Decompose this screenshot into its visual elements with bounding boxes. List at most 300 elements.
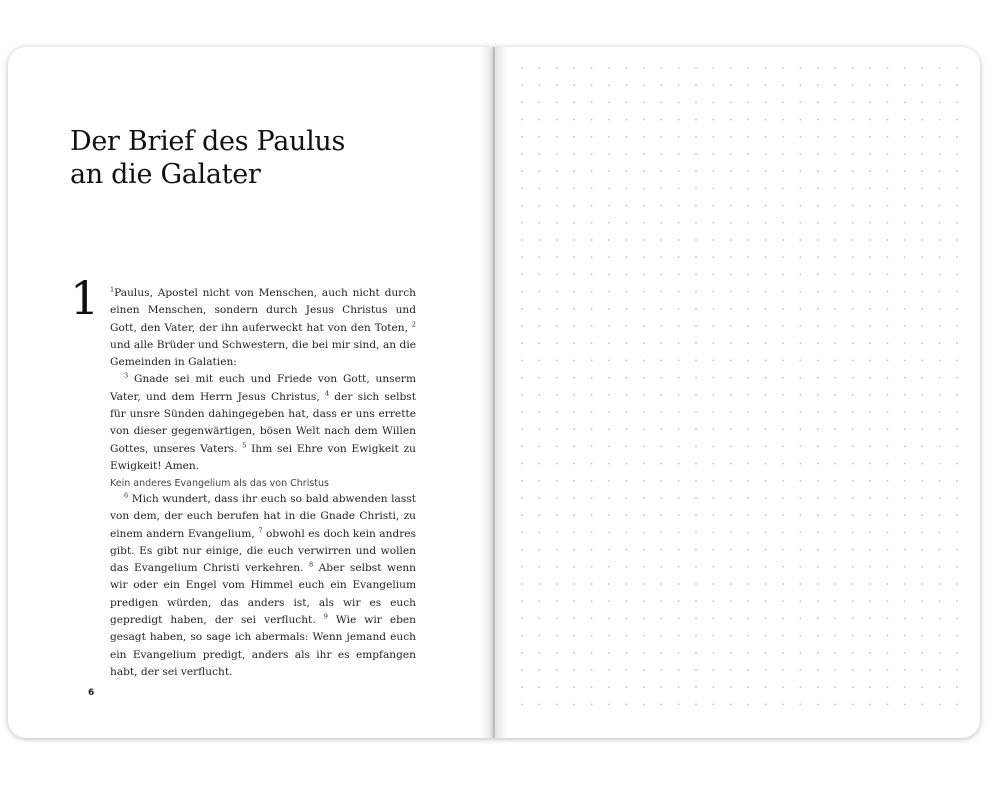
grid-dot bbox=[591, 446, 593, 448]
grid-dot bbox=[834, 136, 836, 138]
grid-dot bbox=[678, 566, 680, 568]
grid-dot bbox=[678, 67, 680, 69]
grid-dot bbox=[608, 222, 610, 224]
grid-dot bbox=[939, 635, 941, 637]
grid-dot bbox=[573, 377, 575, 379]
grid-dot bbox=[626, 256, 628, 258]
grid-dot bbox=[626, 514, 628, 516]
grid-dot bbox=[921, 222, 923, 224]
grid-dot bbox=[782, 136, 784, 138]
grid-dot bbox=[747, 652, 749, 654]
grid-dot bbox=[556, 102, 558, 104]
grid-dot bbox=[521, 652, 523, 654]
grid-dot bbox=[782, 274, 784, 276]
grid-dot bbox=[626, 136, 628, 138]
grid-dot bbox=[678, 428, 680, 430]
grid-dot bbox=[887, 394, 889, 396]
grid-dot bbox=[800, 394, 802, 396]
grid-dot bbox=[713, 291, 715, 293]
grid-dot bbox=[904, 205, 906, 207]
grid-dot bbox=[591, 600, 593, 602]
grid-dot bbox=[573, 67, 575, 69]
grid-dot bbox=[869, 239, 871, 241]
grid-dot bbox=[956, 360, 958, 362]
grid-dot bbox=[626, 342, 628, 344]
grid-dot bbox=[695, 514, 697, 516]
grid-dot bbox=[834, 446, 836, 448]
grid-dot bbox=[765, 325, 767, 327]
grid-dot bbox=[817, 497, 819, 499]
grid-dot bbox=[869, 84, 871, 86]
grid-dot bbox=[643, 411, 645, 413]
grid-dot bbox=[539, 222, 541, 224]
grid-dot bbox=[887, 188, 889, 190]
verse-number: 4 bbox=[324, 389, 330, 398]
grid-dot bbox=[817, 480, 819, 482]
grid-dot bbox=[800, 205, 802, 207]
grid-dot bbox=[747, 635, 749, 637]
grid-dot bbox=[869, 480, 871, 482]
grid-dot bbox=[539, 463, 541, 465]
grid-dot bbox=[939, 67, 941, 69]
grid-dot bbox=[956, 205, 958, 207]
grid-dot bbox=[834, 497, 836, 499]
grid-dot bbox=[591, 360, 593, 362]
grid-dot bbox=[573, 239, 575, 241]
grid-dot bbox=[782, 394, 784, 396]
grid-dot bbox=[539, 188, 541, 190]
grid-dot bbox=[556, 67, 558, 69]
grid-dot bbox=[869, 514, 871, 516]
grid-dot bbox=[591, 497, 593, 499]
grid-dot bbox=[939, 308, 941, 310]
grid-dot bbox=[904, 256, 906, 258]
grid-dot bbox=[921, 463, 923, 465]
grid-dot bbox=[921, 704, 923, 706]
grid-dot bbox=[660, 153, 662, 155]
grid-dot bbox=[869, 618, 871, 620]
grid-dot bbox=[747, 153, 749, 155]
grid-dot bbox=[521, 170, 523, 172]
grid-dot bbox=[834, 669, 836, 671]
grid-dot bbox=[800, 360, 802, 362]
grid-dot bbox=[939, 497, 941, 499]
grid-dot bbox=[782, 704, 784, 706]
grid-dot bbox=[817, 291, 819, 293]
grid-dot bbox=[817, 325, 819, 327]
grid-dot bbox=[730, 446, 732, 448]
grid-dot bbox=[869, 446, 871, 448]
grid-dot bbox=[695, 446, 697, 448]
grid-dot bbox=[521, 84, 523, 86]
grid-dot bbox=[869, 394, 871, 396]
grid-dot bbox=[800, 480, 802, 482]
grid-dot bbox=[539, 291, 541, 293]
grid-dot bbox=[765, 205, 767, 207]
book-spine bbox=[493, 47, 495, 738]
verse-text: obwohl es doch kein andres gibt. Es gibt nur einige, die euch verwirren und wollen das Evangelium Christi verkehren. bbox=[110, 527, 416, 575]
grid-dot bbox=[834, 463, 836, 465]
grid-dot bbox=[678, 497, 680, 499]
grid-dot bbox=[800, 652, 802, 654]
grid-dot bbox=[713, 102, 715, 104]
grid-dot bbox=[608, 394, 610, 396]
grid-dot bbox=[887, 291, 889, 293]
grid-dot bbox=[678, 652, 680, 654]
grid-dot bbox=[660, 463, 662, 465]
grid-dot bbox=[608, 652, 610, 654]
grid-dot bbox=[608, 102, 610, 104]
grid-dot bbox=[591, 136, 593, 138]
grid-dot bbox=[834, 153, 836, 155]
grid-dot bbox=[782, 256, 784, 258]
grid-dot bbox=[939, 119, 941, 121]
grid-dot bbox=[678, 308, 680, 310]
grid-dot bbox=[834, 635, 836, 637]
grid-dot bbox=[730, 170, 732, 172]
grid-dot bbox=[747, 205, 749, 207]
grid-dot bbox=[643, 497, 645, 499]
grid-dot bbox=[956, 342, 958, 344]
grid-dot bbox=[887, 652, 889, 654]
grid-dot bbox=[573, 325, 575, 327]
grid-dot bbox=[765, 635, 767, 637]
grid-dot bbox=[939, 188, 941, 190]
grid-dot bbox=[626, 411, 628, 413]
grid-dot bbox=[591, 308, 593, 310]
grid-dot bbox=[591, 256, 593, 258]
grid-dot bbox=[887, 480, 889, 482]
grid-dot bbox=[834, 411, 836, 413]
grid-dot bbox=[678, 291, 680, 293]
grid-dot bbox=[626, 686, 628, 688]
grid-dot bbox=[887, 583, 889, 585]
grid-dot bbox=[608, 566, 610, 568]
grid-dot bbox=[730, 188, 732, 190]
grid-dot bbox=[852, 291, 854, 293]
grid-dot bbox=[521, 446, 523, 448]
grid-dot bbox=[747, 222, 749, 224]
right-page bbox=[494, 47, 980, 738]
grid-dot bbox=[956, 704, 958, 706]
grid-dot bbox=[904, 325, 906, 327]
grid-dot bbox=[730, 239, 732, 241]
grid-dot bbox=[765, 480, 767, 482]
grid-dot bbox=[939, 446, 941, 448]
grid-dot bbox=[782, 686, 784, 688]
grid-dot bbox=[521, 360, 523, 362]
grid-dot bbox=[573, 394, 575, 396]
grid-dot bbox=[695, 669, 697, 671]
grid-dot bbox=[695, 549, 697, 551]
grid-dot bbox=[904, 652, 906, 654]
paragraph-3 bbox=[110, 491, 416, 681]
grid-dot bbox=[834, 67, 836, 69]
grid-dot bbox=[869, 497, 871, 499]
grid-dot bbox=[539, 342, 541, 344]
grid-dot bbox=[939, 291, 941, 293]
grid-dot bbox=[730, 618, 732, 620]
grid-dot bbox=[765, 136, 767, 138]
grid-dot bbox=[852, 532, 854, 534]
grid-dot bbox=[678, 84, 680, 86]
grid-dot bbox=[608, 583, 610, 585]
grid-dot bbox=[573, 256, 575, 258]
grid-dot bbox=[539, 497, 541, 499]
grid-dot bbox=[834, 222, 836, 224]
grid-dot bbox=[782, 239, 784, 241]
grid-dot bbox=[660, 411, 662, 413]
grid-dot bbox=[730, 549, 732, 551]
grid-dot bbox=[747, 377, 749, 379]
grid-dot bbox=[556, 411, 558, 413]
grid-dot bbox=[626, 394, 628, 396]
grid-dot bbox=[747, 463, 749, 465]
grid-dot bbox=[800, 600, 802, 602]
grid-dot bbox=[852, 704, 854, 706]
chapter-number: 1 bbox=[70, 271, 100, 325]
grid-dot bbox=[747, 446, 749, 448]
grid-dot bbox=[747, 411, 749, 413]
grid-dot bbox=[713, 566, 715, 568]
grid-dot bbox=[869, 188, 871, 190]
grid-dot bbox=[921, 583, 923, 585]
grid-dot bbox=[730, 205, 732, 207]
grid-dot bbox=[782, 652, 784, 654]
grid-dot bbox=[747, 549, 749, 551]
grid-dot bbox=[626, 652, 628, 654]
grid-dot bbox=[800, 102, 802, 104]
grid-dot bbox=[869, 256, 871, 258]
grid-dot bbox=[765, 84, 767, 86]
grid-dot bbox=[695, 153, 697, 155]
grid-dot bbox=[556, 256, 558, 258]
grid-dot bbox=[608, 256, 610, 258]
grid-dot bbox=[800, 618, 802, 620]
grid-dot bbox=[591, 549, 593, 551]
grid-dot bbox=[800, 497, 802, 499]
grid-dot bbox=[921, 600, 923, 602]
grid-dot bbox=[643, 600, 645, 602]
grid-dot bbox=[956, 377, 958, 379]
grid-dot bbox=[747, 600, 749, 602]
grid-dot bbox=[660, 291, 662, 293]
grid-dot bbox=[747, 188, 749, 190]
grid-dot bbox=[660, 549, 662, 551]
grid-dot bbox=[800, 222, 802, 224]
grid-dot bbox=[626, 67, 628, 69]
grid-dot bbox=[573, 480, 575, 482]
grid-dot bbox=[869, 635, 871, 637]
grid-dot bbox=[939, 84, 941, 86]
grid-dot bbox=[521, 480, 523, 482]
grid-dot bbox=[939, 136, 941, 138]
grid-dot bbox=[887, 222, 889, 224]
grid-dot bbox=[887, 669, 889, 671]
grid-dot bbox=[591, 618, 593, 620]
grid-dot bbox=[939, 205, 941, 207]
grid-dot bbox=[608, 463, 610, 465]
grid-dot bbox=[800, 583, 802, 585]
grid-dot bbox=[939, 686, 941, 688]
grid-dot bbox=[730, 308, 732, 310]
grid-dot bbox=[626, 360, 628, 362]
grid-dot bbox=[869, 274, 871, 276]
grid-dot bbox=[921, 188, 923, 190]
grid-dot bbox=[521, 188, 523, 190]
grid-dot bbox=[765, 377, 767, 379]
grid-dot bbox=[956, 463, 958, 465]
grid-dot bbox=[782, 411, 784, 413]
grid-dot bbox=[800, 549, 802, 551]
grid-dot bbox=[643, 686, 645, 688]
grid-dot bbox=[869, 532, 871, 534]
grid-dot bbox=[956, 84, 958, 86]
grid-dot bbox=[713, 480, 715, 482]
grid-dot bbox=[765, 67, 767, 69]
grid-dot bbox=[956, 514, 958, 516]
grid-dot bbox=[956, 635, 958, 637]
verse-number: 5 bbox=[242, 441, 247, 450]
grid-dot bbox=[591, 119, 593, 121]
grid-dot bbox=[921, 686, 923, 688]
grid-dot bbox=[800, 446, 802, 448]
grid-dot bbox=[939, 342, 941, 344]
grid-dot bbox=[713, 119, 715, 121]
grid-dot bbox=[643, 119, 645, 121]
grid-dot bbox=[556, 600, 558, 602]
grid-dot bbox=[904, 566, 906, 568]
left-page bbox=[8, 47, 494, 738]
grid-dot bbox=[573, 532, 575, 534]
grid-dot bbox=[869, 308, 871, 310]
grid-dot bbox=[747, 274, 749, 276]
grid-dot bbox=[747, 566, 749, 568]
grid-dot bbox=[852, 497, 854, 499]
verse-text: Wie wir eben gesagt haben, so sage ich abermals: Wenn jemand euch ein Evangelium predigt, anders als ihr es empfangen habt, der sei verflucht. bbox=[110, 614, 416, 678]
grid-dot bbox=[939, 532, 941, 534]
grid-dot bbox=[765, 463, 767, 465]
grid-dot bbox=[626, 377, 628, 379]
grid-dot bbox=[747, 686, 749, 688]
grid-dot bbox=[869, 102, 871, 104]
grid-dot bbox=[556, 635, 558, 637]
grid-dot bbox=[956, 102, 958, 104]
grid-dot bbox=[904, 153, 906, 155]
grid-dot bbox=[730, 153, 732, 155]
grid-dot bbox=[782, 446, 784, 448]
grid-dot bbox=[869, 291, 871, 293]
grid-dot bbox=[730, 480, 732, 482]
grid-dot bbox=[678, 256, 680, 258]
grid-dot bbox=[695, 170, 697, 172]
grid-dot bbox=[713, 136, 715, 138]
grid-dot bbox=[956, 119, 958, 121]
grid-dot bbox=[643, 205, 645, 207]
grid-dot bbox=[852, 308, 854, 310]
grid-dot bbox=[713, 618, 715, 620]
grid-dot bbox=[591, 102, 593, 104]
grid-dot bbox=[626, 463, 628, 465]
grid-dot bbox=[730, 67, 732, 69]
grid-dot bbox=[713, 704, 715, 706]
grid-dot bbox=[626, 102, 628, 104]
grid-dot bbox=[834, 686, 836, 688]
grid-dot bbox=[904, 188, 906, 190]
grid-dot bbox=[521, 119, 523, 121]
grid-dot bbox=[643, 291, 645, 293]
grid-dot bbox=[695, 205, 697, 207]
grid-dot bbox=[747, 669, 749, 671]
grid-dot bbox=[521, 377, 523, 379]
grid-dot bbox=[539, 84, 541, 86]
grid-dot bbox=[852, 686, 854, 688]
grid-dot bbox=[747, 325, 749, 327]
grid-dot bbox=[834, 239, 836, 241]
grid-dot bbox=[939, 153, 941, 155]
grid-dot bbox=[695, 377, 697, 379]
grid-dot bbox=[852, 360, 854, 362]
grid-dot bbox=[921, 342, 923, 344]
grid-dot bbox=[887, 325, 889, 327]
section-heading: Kein anderes Evangelium als das von Christus bbox=[110, 478, 329, 489]
grid-dot bbox=[887, 170, 889, 172]
grid-dot bbox=[765, 686, 767, 688]
grid-dot bbox=[782, 119, 784, 121]
grid-dot bbox=[956, 394, 958, 396]
grid-dot bbox=[765, 497, 767, 499]
verse-text: Paulus, Apostel nicht von Menschen, auch nicht durch einen Menschen, sondern durch Jesus Christus und Gott, den Vater, der ihn auferweckt hat von den Toten, bbox=[110, 287, 416, 334]
grid-dot bbox=[747, 428, 749, 430]
grid-dot bbox=[626, 480, 628, 482]
grid-dot bbox=[939, 274, 941, 276]
grid-dot bbox=[730, 600, 732, 602]
grid-dot bbox=[556, 291, 558, 293]
grid-dot bbox=[921, 514, 923, 516]
grid-dot bbox=[852, 428, 854, 430]
grid-dot bbox=[956, 497, 958, 499]
grid-dot bbox=[521, 532, 523, 534]
grid-dot bbox=[626, 669, 628, 671]
grid-dot bbox=[765, 411, 767, 413]
grid-dot bbox=[765, 618, 767, 620]
grid-dot bbox=[747, 394, 749, 396]
grid-dot bbox=[643, 360, 645, 362]
grid-dot bbox=[869, 549, 871, 551]
grid-dot bbox=[800, 119, 802, 121]
grid-dot bbox=[869, 411, 871, 413]
grid-dot bbox=[713, 411, 715, 413]
grid-dot bbox=[521, 67, 523, 69]
grid-dot bbox=[539, 704, 541, 706]
grid-dot bbox=[834, 377, 836, 379]
grid-dot bbox=[643, 136, 645, 138]
grid-dot bbox=[782, 428, 784, 430]
grid-dot bbox=[921, 153, 923, 155]
grid-dot bbox=[817, 566, 819, 568]
grid-dot bbox=[573, 618, 575, 620]
grid-dot bbox=[556, 325, 558, 327]
grid-dot bbox=[956, 239, 958, 241]
grid-dot bbox=[573, 84, 575, 86]
grid-dot bbox=[521, 308, 523, 310]
grid-dot bbox=[765, 583, 767, 585]
grid-dot bbox=[643, 153, 645, 155]
grid-dot bbox=[626, 704, 628, 706]
grid-dot bbox=[608, 325, 610, 327]
grid-dot bbox=[904, 102, 906, 104]
grid-dot bbox=[887, 256, 889, 258]
